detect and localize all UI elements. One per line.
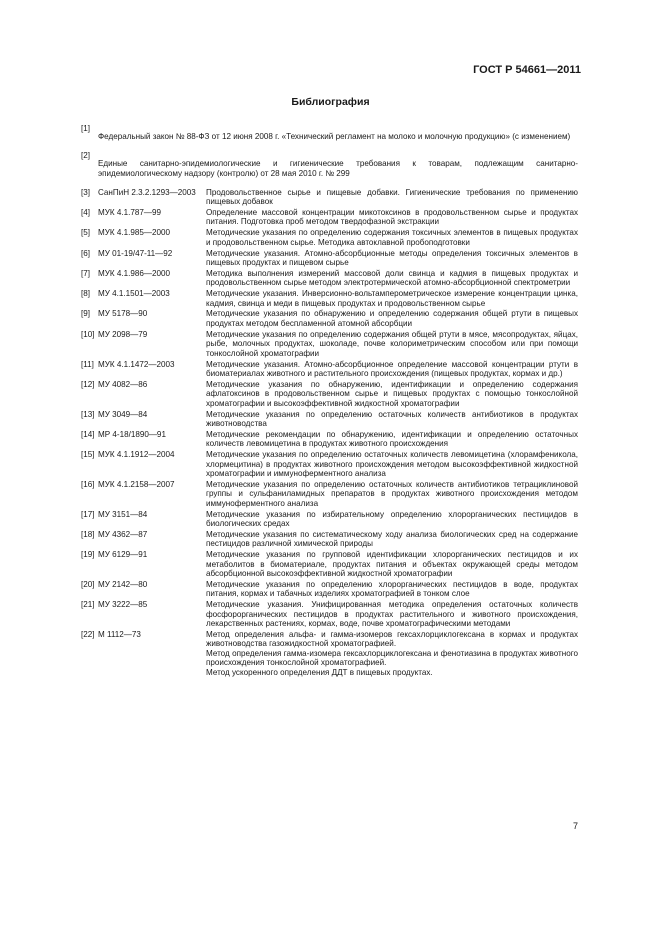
bib-entry [81,228,578,247]
bib-entry-code: МУ 4362—87 [98,529,148,539]
bib-entry-description [98,124,578,150]
bib-entry-text: Методические указания по обнаружению, идентификации и определению содержания афлатоксинов в продовольственном сырье и пищевых продуктах с помощью тонкослойной хроматографии и высокоэффективной жидкостной хроматографии [206,379,578,408]
bib-entry-description [206,550,578,578]
bib-entry-number: [15] [81,450,95,460]
bib-entry-number: [3] [81,187,90,197]
bib-entry-code: МУ 01-19/47-11—92 [98,248,173,258]
bib-entry-description [206,330,578,358]
bib-entry-text: Методика выполнения измерений массовой доли свинца и кадмия в пищевых продуктах и продовольственном сырье методом электротермической атомно-абсорбционной спектрометрии [206,268,578,288]
bib-entry-description [206,410,578,429]
page-title: Библиография [291,96,370,108]
bib-entry-description [206,249,578,268]
bib-entry-number: [21] [81,600,95,610]
bib-entry-description [206,380,578,408]
bib-entry-number: [11] [81,359,94,369]
bib-entry [81,249,578,268]
bib-entry [81,208,578,227]
bib-entry-code: МУ 5178—90 [98,309,148,319]
bib-entry-description [206,510,578,529]
bib-entry-number: [13] [81,409,95,419]
bib-entry-text: Методические указания по определению хлорорганических пестицидов в воде, продуктах питания, кормах и табачных изделиях хроматографией в тонком слое [206,579,578,599]
bib-entry [81,309,578,328]
bib-entry-code: МУК 4.1.1472—2003 [98,359,175,369]
bib-entry-code: МУК 4.1.986—2000 [98,268,170,278]
bib-entry-text: Методические рекомендации по обнаружению, идентификации и определению остаточных количеств левомицетина в продуктах животного происхождения [206,429,578,449]
bib-entry [81,550,578,578]
bib-entry-number: [1] [81,124,90,133]
bib-entry-text: Метод определения гамма-изомера гексахлорциклогексана и фенотиазина в продуктах животного происхождения тонкослойной хроматографией. [206,648,578,668]
bib-entry-code: МУК 4.1.787—99 [98,207,161,217]
bib-entry-text: Методические указания по определению остаточных количеств антибиотиков в продуктах животноводства [206,409,578,428]
bib-entry [81,630,578,677]
bib-entry-code: МУ 3151—84 [98,509,148,519]
bib-entry-description [206,600,578,628]
bib-entry-number: [6] [81,248,90,258]
bib-entry-text: Методические указания по обнаружению и определению содержания общей ртути в пищевых продуктах методом беспламенной атомной абсорбции [206,309,578,328]
bib-entry-description [206,430,578,449]
bib-entry-code: МР 4-18/1890—91 [98,429,166,439]
bib-entry-description [206,208,578,227]
bib-entry-number: [9] [81,309,90,319]
bib-entry-number: [22] [81,629,95,639]
bib-entry [81,480,578,508]
bib-entry-number: [5] [81,228,90,238]
bib-entry [81,510,578,529]
bib-entry-code: МУ 6129—91 [98,550,148,560]
bib-entry-text: Методические указания по определению остаточных количеств антибиотиков тетрациклиновой группы и сульфаниламидных препаратов в продуктах животного происхождения методом иммуноферментного анализа [206,479,578,508]
bib-entry-number: [7] [81,268,90,278]
bib-entry-text: Методические указания по систематическому ходу анализа биологических сред на содержание пестицидов различной химической природы [206,529,578,549]
bib-entry-description [206,580,578,599]
bib-entry-code: МУ 2142—80 [98,579,148,589]
bib-entry-text: Методические указания по определению остаточных количеств левомицетина (хлорамфеникола, хлормецитина) в продуктах животного происхождения методом высокоэффективной жидкостной хроматографии и иммуноферментного анализа [206,450,578,478]
bib-entry-description [206,289,578,308]
bib-entry-code: МУ 4082—86 [98,379,148,389]
bib-entry-number: [12] [81,379,95,389]
bib-entry-text: Методические указания по определению содержания токсичных элементов в пищевых продуктах и продовольственном сырье. Методика автоклавной пробоподготовки [206,228,578,247]
bib-entry-number: [19] [81,550,95,560]
bib-entry [81,380,578,408]
bib-entry-code: МУ 4.1.1501—2003 [98,289,170,299]
bib-entry-description [206,360,578,379]
bib-entry-code: МУ 3222—85 [98,600,148,610]
bib-entry-text: Продовольственное сырье и пищевые добавки. Гигиенические требования по применению пищевых добавок [206,187,578,206]
bib-entry-number: [16] [81,479,95,489]
bib-entry-code: МУК 4.1.2158—2007 [98,479,175,489]
bib-entry-number: [17] [81,509,95,519]
bib-entry-text: Федеральный закон № 88-ФЗ от 12 июня 2008 г. «Технический регламент на молоко и молочную продукцию» (с изменением) [98,132,571,142]
bib-entry-number: [18] [81,529,95,539]
bib-entry [81,450,578,478]
bib-entry [81,360,578,379]
bib-entry-code: М 1112—73 [98,629,141,639]
bib-entry [81,530,578,549]
bib-entry [81,410,578,429]
bib-entry-code: МУК 4.1.985—2000 [98,228,170,238]
bib-entry-number: [2] [81,151,90,161]
bib-entry-text: Единые санитарно-эпидемиологические и гигиенические требования к товарам, подлежащим санитарно-эпидемиологическому надзору (контролю) от 28 мая 2010 г. № 299 [98,159,578,178]
bib-entry-description [206,630,578,677]
bib-entry [81,430,578,449]
bib-entry-text: Методические указания по избирательному определению хлорорганических пестицидов в биологических средах [206,509,578,528]
bib-entry-text: Методические указания. Атомно-абсорбционное определение массовой концентрации ртути в биоматериалах животного и растительного происхождения (пищевых продуктах, кормах и др.) [206,359,578,378]
bib-entry-description [98,151,578,186]
bib-entry [81,289,578,308]
bib-entry-code: МУК 4.1.1912—2004 [98,450,175,460]
bib-entry-text: Методические указания. Инверсионно-вольтамперометрическое измерение концентрации цинка, кадмия, свинца и меди в пищевых продуктах и продовольственном сырье [206,289,578,308]
bib-entry [81,188,578,207]
bib-entry-description [206,269,578,288]
bib-entry-text: Методические указания по групповой идентификации хлорорганических пестицидов и их метаболитов в биоматериале, продуктах питания и объектах окружающей среды методом абсорбционной высокоэффективной жидкостной хроматографии [206,550,578,579]
bib-entry [81,124,578,150]
bib-entry-code: МУ 3049—84 [98,409,148,419]
bib-entry-number: [4] [81,207,90,217]
bib-entry-description [206,530,578,549]
bib-entry-text: Методические указания. Унифицированная методика определения остаточных количеств фосфорорганических пестицидов в продуктах растительного и животного происхождения, лекарственных растениях, кормах, воде, почве хроматографическими методами [206,600,578,629]
bib-entry-number: [10] [81,329,95,339]
page-number: 7 [572,821,578,831]
bib-entry-text: Метод ускоренного определения ДДТ в пищевых продуктах. [206,667,433,677]
bib-entry-number: [14] [81,429,95,439]
bib-entry-description [206,480,578,508]
bib-entry-text: Метод определения альфа- и гамма-изомеров гексахлорциклогексана в кормах и продуктах животноводства газожидкостной хроматографией. [206,629,578,649]
bib-entry [81,600,578,628]
bib-entry [81,580,578,599]
bib-entry-text: Определение массовой концентрации микотоксинов в продовольственном сырье и продуктах питания. Подготовка проб методом твердофазной экстракции [206,207,578,227]
bib-entry-description [206,309,578,328]
bib-entry [81,330,578,358]
bib-entry-description [206,450,578,478]
bib-entry-description [206,228,578,247]
bib-entry [81,269,578,288]
bib-entry [81,151,578,186]
bib-entry-code: МУ 2098—79 [98,329,148,339]
document-id: ГОСТ Р 54661—2011 [473,64,581,76]
bib-entry-text: Методические указания. Атомно-абсорбционные методы определения токсичных элементов в пищевых продуктах и пищевом сырье [206,248,578,267]
bib-entry-number: [20] [81,579,95,589]
bib-entry-description [206,188,578,207]
bib-entry-text: Методические указания по определению содержания общей ртути в мясе, мясопродуктах, яйцах, рыбе, молочных продуктах, шоколаде, почве колориметрическим способом или при помощи тонкослойной хроматографии [206,329,578,358]
bibliography-list [81,124,578,679]
bib-entry-number: [8] [81,289,90,299]
bib-entry-code: СанПиН 2.3.2.1293—2003 [98,187,196,197]
